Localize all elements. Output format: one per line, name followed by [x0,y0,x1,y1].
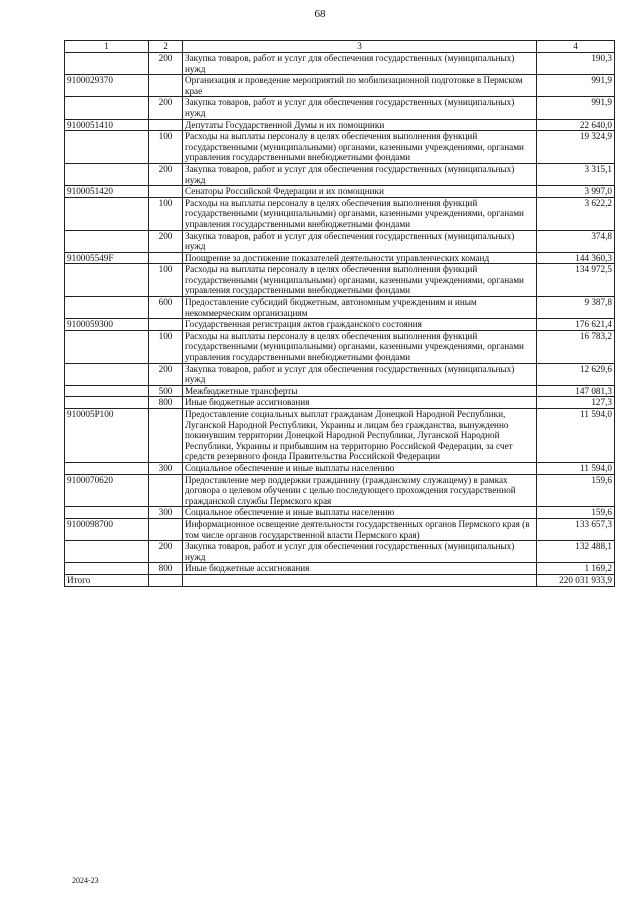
expense-type-cell [149,319,183,331]
table-body [65,53,615,575]
expense-code-cell [65,385,149,397]
expense-name-cell: Иные бюджетные ассигнования [183,397,537,409]
expense-name-cell: Государственная регистрация актов гражданского состояния [183,319,537,331]
amount-cell: 16 783,2 [537,330,615,363]
column-header-3: 3 [183,41,537,53]
expense-code-cell: 9100051410 [65,119,149,131]
expense-code-cell [65,397,149,409]
expense-type-cell: 800 [149,563,183,575]
table-row [65,230,615,252]
expense-type-cell: 600 [149,297,183,319]
expense-code-cell [65,163,149,185]
amount-cell: 11 594,0 [537,462,615,474]
table-row [65,53,615,75]
expense-code-cell [65,363,149,385]
expense-name-cell: Закупка товаров, работ и услуг для обеспечения государственных (муниципальных) нужд [183,163,537,185]
amount-cell: 11 594,0 [537,409,615,463]
expense-type-cell [149,474,183,507]
expense-name-cell: Социальное обеспечение и иные выплаты населению [183,462,537,474]
expense-type-cell: 200 [149,363,183,385]
expense-code-cell [65,53,149,75]
total-row [65,574,615,586]
amount-cell: 9 387,8 [537,297,615,319]
expense-type-cell: 200 [149,230,183,252]
amount-cell: 133 657,3 [537,518,615,540]
expense-name-cell: Информационное освещение деятельности государственных органов Пермского края (в том числе органов государственной власти Пермского края) [183,518,537,540]
total-amount: 220 031 933,9 [537,574,615,586]
expense-name-cell: Межбюджетные трансферты [183,385,537,397]
table-row [65,197,615,230]
expense-type-cell: 200 [149,163,183,185]
table-row [65,319,615,331]
expense-code-cell [65,541,149,563]
column-header-2: 2 [149,41,183,53]
table-row [65,119,615,131]
table-row [65,131,615,164]
total-empty-cell [183,574,537,586]
expense-type-cell [149,119,183,131]
expense-name-cell: Депутаты Государственной Думы и их помощники [183,119,537,131]
expense-name-cell: Закупка товаров, работ и услуг для обеспечения государственных (муниципальных) нужд [183,541,537,563]
expense-name-cell: Иные бюджетные ассигнования [183,563,537,575]
expense-name-cell: Закупка товаров, работ и услуг для обеспечения государственных (муниципальных) нужд [183,363,537,385]
page-number: 68 [314,8,326,20]
expense-type-cell: 100 [149,330,183,363]
table-row [65,330,615,363]
table-header-row [65,41,615,53]
expense-type-cell [149,518,183,540]
table-row [65,97,615,119]
expense-type-cell [149,252,183,264]
amount-cell: 991,9 [537,75,615,97]
expense-code-cell: 9100098700 [65,518,149,540]
expense-name-cell: Закупка товаров, работ и услуг для обеспечения государственных (муниципальных) нужд [183,53,537,75]
table-row [65,563,615,575]
expense-type-cell: 100 [149,131,183,164]
expense-name-cell: Предоставление мер поддержки гражданину (гражданскому служащему) в рамках договора о целевом обучении с целью последующего прохождения государственной гражданской службы Пермского края [183,474,537,507]
amount-cell: 132 488,1 [537,541,615,563]
table-row [65,409,615,463]
table-row [65,75,615,97]
amount-cell: 190,3 [537,53,615,75]
expense-name-cell: Сенаторы Российской Федерации и их помощники [183,186,537,198]
amount-cell: 1 169,2 [537,563,615,575]
expense-name-cell: Расходы на выплаты персоналу в целях обеспечения выполнения функций государственными (муниципальными) органами, казенными учреждениями, органами управления государственными внебюджетными фондами [183,131,537,164]
expense-code-cell [65,330,149,363]
expense-type-cell: 200 [149,541,183,563]
table-row [65,163,615,185]
expense-code-cell [65,507,149,519]
document-code: 2024-23 [72,876,99,885]
total-empty-cell [149,574,183,586]
expense-code-cell: 9100070620 [65,474,149,507]
expense-name-cell: Расходы на выплаты персоналу в целях обеспечения выполнения функций государственными (муниципальными) органами, казенными учреждениями, органами управления государственными внебюджетными фондами [183,264,537,297]
expense-type-cell: 100 [149,197,183,230]
table-row [65,397,615,409]
amount-cell: 374,8 [537,230,615,252]
amount-cell: 19 324,9 [537,131,615,164]
amount-cell: 3 622,2 [537,197,615,230]
expense-name-cell: Предоставление социальных выплат гражданам Донецкой Народной Республики, Луганской Народной Республики, Украины и лицам без гражданства, вынужденно покинувшим территории Донецкой Народной Республики, Луганской Народной Республики, Украины и прибывшим на территорию Российской Федерации, за счет средств резервного фонда Правительства Российской Федерации [183,409,537,463]
amount-cell: 147 081,3 [537,385,615,397]
amount-cell: 134 972,5 [537,264,615,297]
table-row [65,363,615,385]
table-row [65,252,615,264]
expense-code-cell: 9100051420 [65,186,149,198]
amount-cell: 3 997,0 [537,186,615,198]
expense-name-cell: Предоставление субсидий бюджетным, автономным учреждениям и иным некоммерческим организациям [183,297,537,319]
expense-code-cell [65,297,149,319]
expense-type-cell: 100 [149,264,183,297]
expense-code-cell [65,230,149,252]
table-row [65,541,615,563]
table-row [65,264,615,297]
expense-code-cell [65,131,149,164]
amount-cell: 991,9 [537,97,615,119]
expense-code-cell: 9100029370 [65,75,149,97]
amount-cell: 12 629,6 [537,363,615,385]
expense-name-cell: Расходы на выплаты персоналу в целях обеспечения выполнения функций государственными (муниципальными) органами, казенными учреждениями, органами управления государственными внебюджетными фондами [183,330,537,363]
amount-cell: 176 621,4 [537,319,615,331]
expense-code-cell [65,462,149,474]
expense-name-cell: Организация и проведение мероприятий по мобилизационной подготовке в Пермском крае [183,75,537,97]
table-row [65,462,615,474]
expense-type-cell: 300 [149,462,183,474]
expense-type-cell: 200 [149,53,183,75]
expense-code-cell [65,264,149,297]
expense-type-cell: 800 [149,397,183,409]
expense-name-cell: Закупка товаров, работ и услуг для обеспечения государственных (муниципальных) нужд [183,97,537,119]
expense-type-cell: 500 [149,385,183,397]
expense-name-cell: Социальное обеспечение и иные выплаты населению [183,507,537,519]
expense-type-cell [149,409,183,463]
column-header-4: 4 [537,41,615,53]
amount-cell: 22 640,0 [537,119,615,131]
table-row [65,385,615,397]
expense-code-cell: 910005P100 [65,409,149,463]
expense-name-cell: Расходы на выплаты персоналу в целях обеспечения выполнения функций государственными (муниципальными) органами, казенными учреждениями, органами управления государственными внебюджетными фондами [183,197,537,230]
amount-cell: 127,3 [537,397,615,409]
expense-name-cell: Закупка товаров, работ и услуг для обеспечения государственных (муниципальных) нужд [183,230,537,252]
table-row [65,297,615,319]
amount-cell: 159,6 [537,474,615,507]
amount-cell: 144 360,3 [537,252,615,264]
amount-cell: 159,6 [537,507,615,519]
expense-name-cell: Поощрение за достижение показателей деятельности управленческих команд [183,252,537,264]
expense-code-cell [65,563,149,575]
expense-type-cell [149,75,183,97]
budget-table [64,40,615,587]
expense-type-cell: 200 [149,97,183,119]
expense-code-cell: 9100059300 [65,319,149,331]
expense-code-cell [65,197,149,230]
table-row [65,518,615,540]
table-row [65,474,615,507]
expense-type-cell: 300 [149,507,183,519]
total-label: Итого [65,574,149,586]
column-header-1: 1 [65,41,149,53]
expense-type-cell [149,186,183,198]
table-row [65,186,615,198]
expense-code-cell: 910005549F [65,252,149,264]
table-row [65,507,615,519]
expense-code-cell [65,97,149,119]
amount-cell: 3 315,1 [537,163,615,185]
